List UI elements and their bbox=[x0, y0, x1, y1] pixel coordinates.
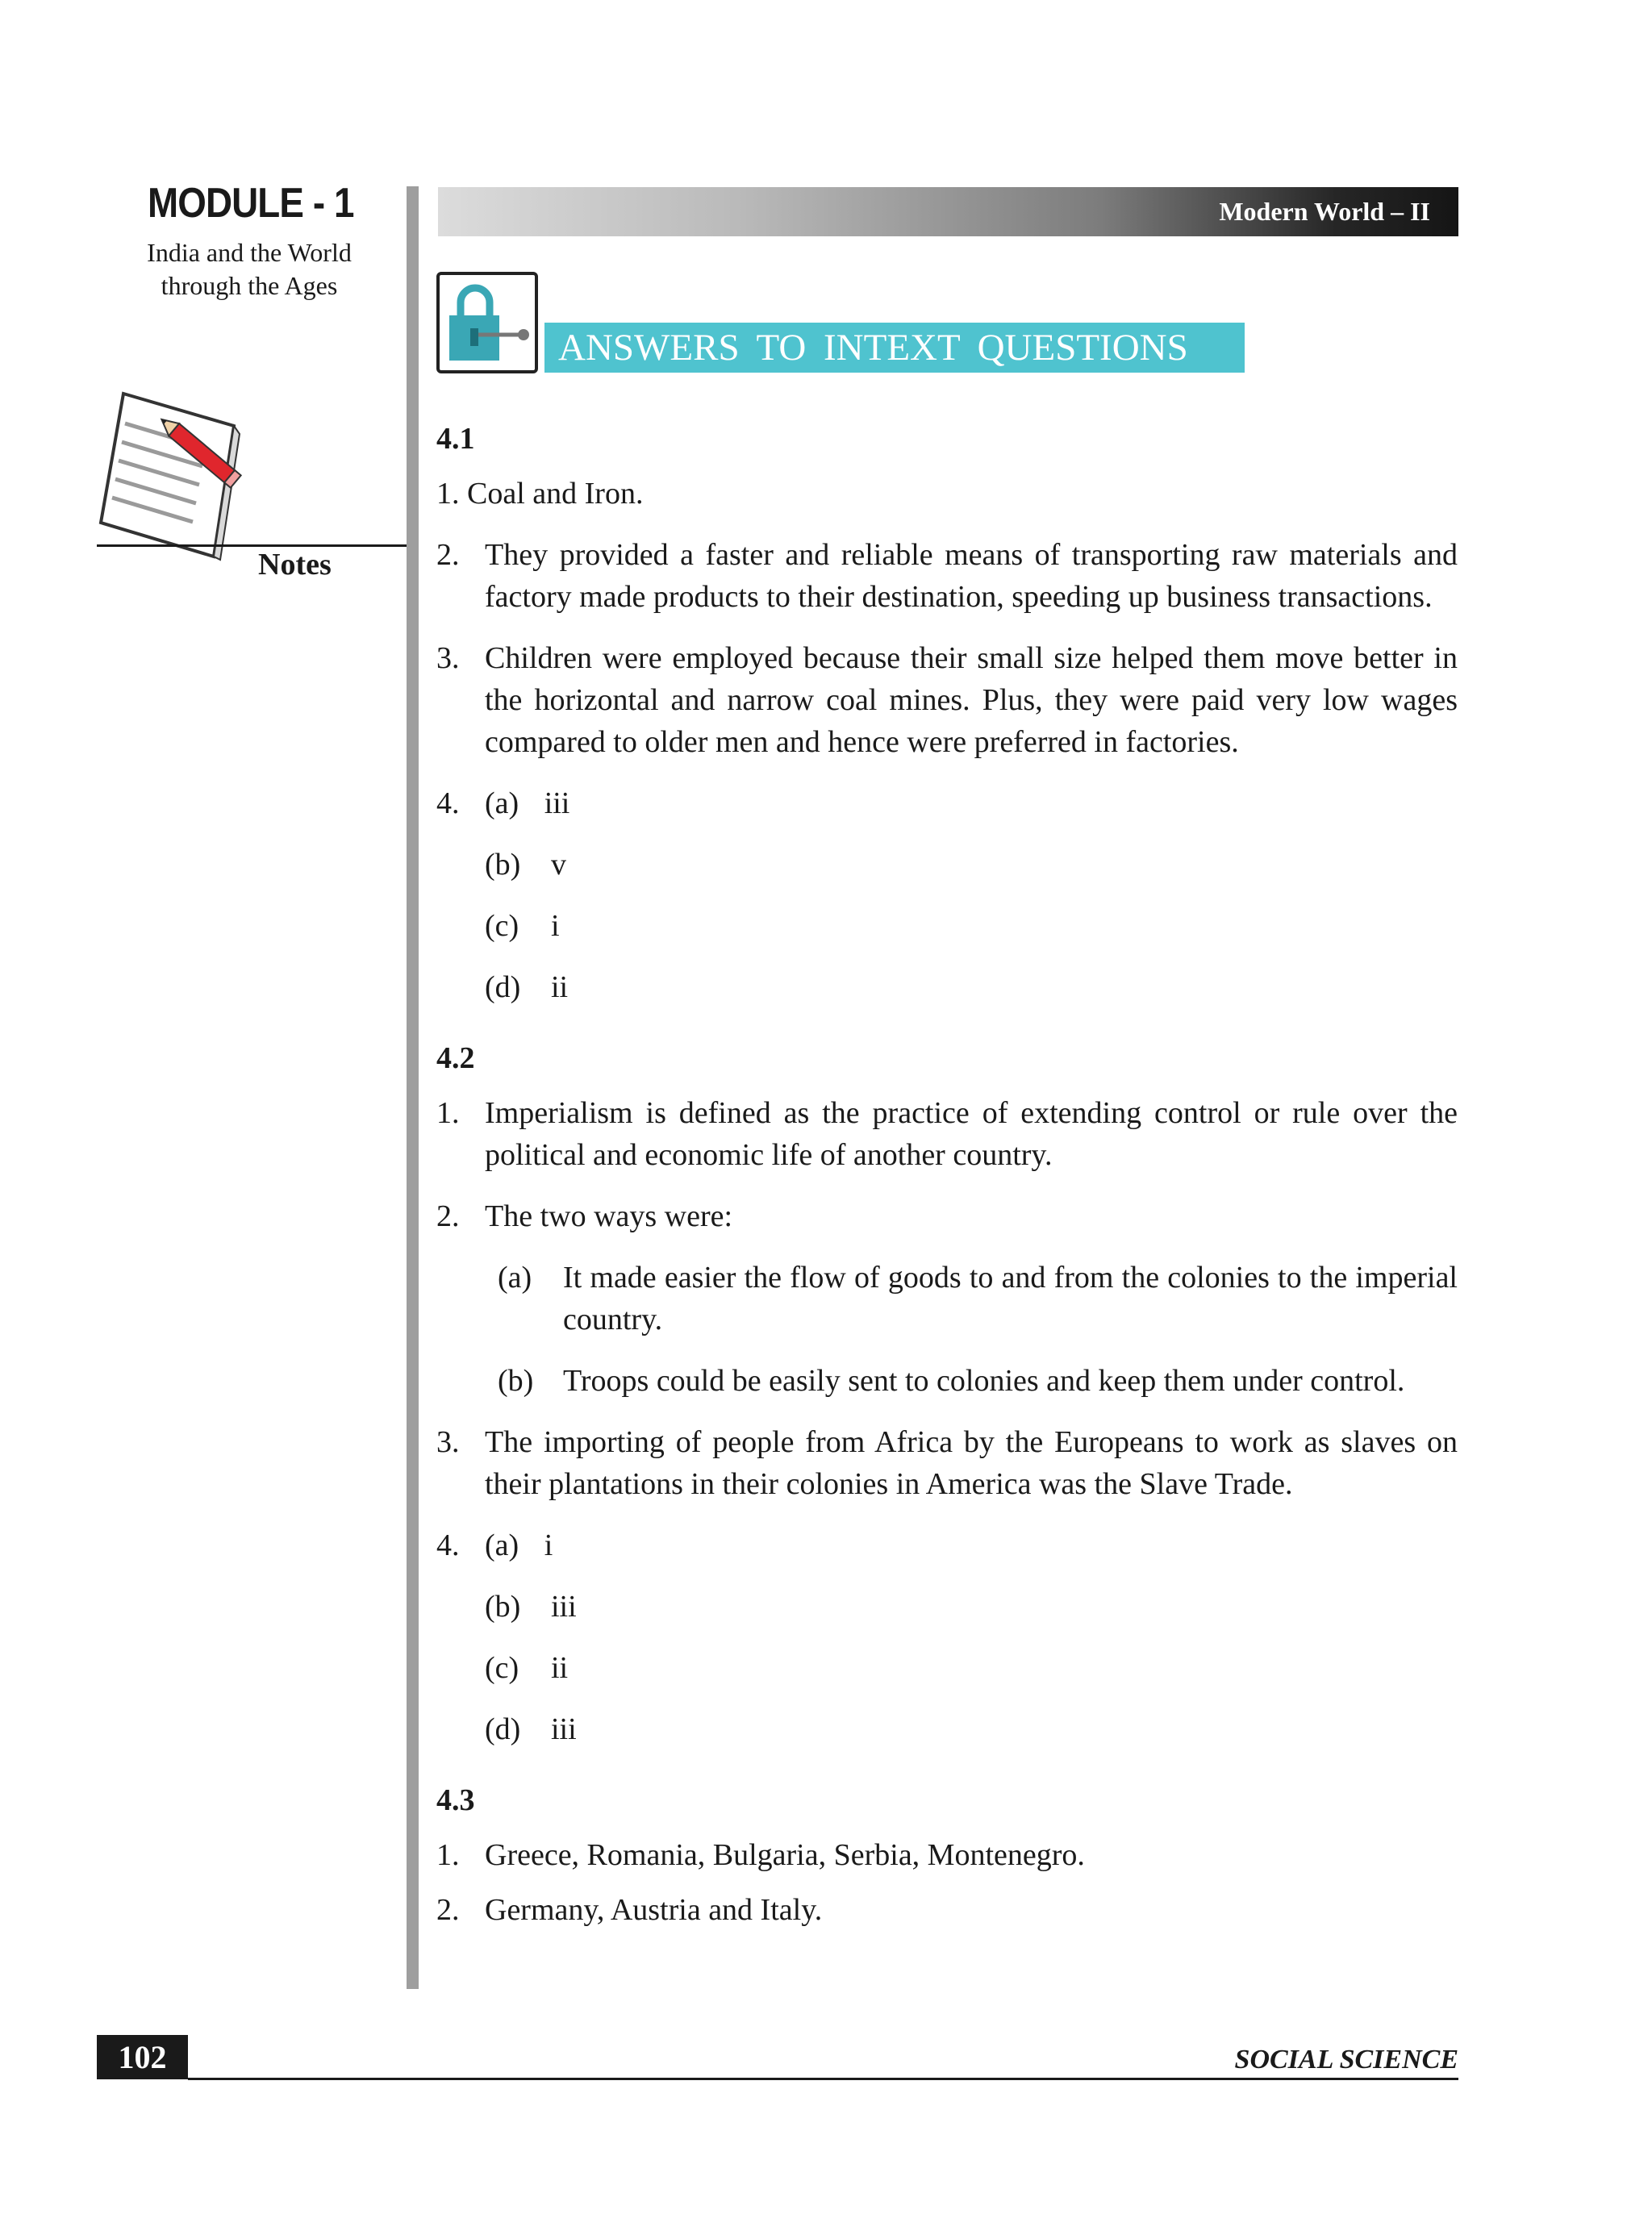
notes-paper-pencil-icon bbox=[93, 387, 254, 565]
answer-text: Greece, Romania, Bulgaria, Serbia, Montenegro. bbox=[485, 1838, 1085, 1872]
section-heading-4-1: 4.1 bbox=[436, 422, 475, 456]
match-option bbox=[436, 1708, 1458, 1750]
option-label: (b) bbox=[498, 1364, 534, 1398]
option-label: (c) bbox=[485, 1651, 519, 1685]
answer-4-3-1 bbox=[436, 1834, 1458, 1876]
notes-underline bbox=[97, 544, 407, 547]
section-banner bbox=[544, 323, 1245, 373]
answer-text: They provided a faster and reliable means of transporting raw materials and factory made products to their destination, speeding up business transactions. bbox=[485, 538, 1458, 614]
page-number: 102 bbox=[97, 2035, 188, 2079]
banner-title: ANSWERS TO INTEXT QUESTIONS bbox=[558, 327, 1188, 369]
option-label: (a) bbox=[498, 1261, 532, 1295]
answer-number: 4. bbox=[436, 786, 460, 820]
match-option bbox=[436, 905, 1458, 947]
match-option bbox=[436, 966, 1458, 1008]
answer-4-1-3 bbox=[436, 637, 1458, 763]
option-label: (d) bbox=[485, 1712, 521, 1746]
answer-4-2-2a bbox=[436, 1257, 1458, 1341]
option-label: (b) bbox=[485, 848, 521, 882]
option-value: i bbox=[551, 909, 560, 943]
notes-label: Notes bbox=[258, 548, 332, 582]
answer-text: Troops could be easily sent to colonies and keep them under control. bbox=[563, 1364, 1405, 1398]
answer-text: It made easier the flow of goods to and from the colonies to the imperial country. bbox=[563, 1261, 1458, 1336]
answer-4-2-2 bbox=[436, 1195, 1458, 1237]
answers-content bbox=[436, 418, 1458, 1931]
module-subtitle bbox=[121, 236, 378, 302]
answer-text: Children were employed because their small size helped them move better in the horizontal and narrow coal mines. Plus, they were paid very low wages compared to older men and hence were preferred in factories. bbox=[485, 641, 1458, 759]
answer-4-1-4 bbox=[436, 782, 1458, 824]
footer-subject: SOCIAL SCIENCE bbox=[1234, 2045, 1458, 2074]
answer-4-2-4 bbox=[436, 1524, 1458, 1566]
answer-number: 3. bbox=[436, 1425, 460, 1459]
chapter-header-bar bbox=[438, 187, 1458, 236]
module-subtitle-line2: through the Ages bbox=[161, 271, 338, 300]
answer-text: The two ways were: bbox=[485, 1199, 733, 1233]
option-label: (a) bbox=[485, 786, 519, 820]
lock-icon-frame bbox=[436, 272, 538, 373]
option-value: iii bbox=[551, 1712, 577, 1746]
answer-4-1-1: 1. Coal and Iron. bbox=[436, 477, 644, 511]
match-option bbox=[436, 1647, 1458, 1689]
section-heading-4-3: 4.3 bbox=[436, 1783, 475, 1817]
option-value: ii bbox=[551, 1651, 569, 1685]
answer-text: The importing of people from Africa by the Europeans to work as slaves on their plantations in their colonies in America was the Slave Trade. bbox=[485, 1425, 1458, 1501]
answer-text: Germany, Austria and Italy. bbox=[485, 1893, 823, 1927]
option-value: i bbox=[544, 1528, 553, 1562]
answer-number: 1. bbox=[436, 1838, 460, 1872]
answer-number: 2. bbox=[436, 1199, 460, 1233]
chapter-title: Modern World – II bbox=[1219, 197, 1430, 226]
match-option bbox=[436, 844, 1458, 886]
match-option bbox=[436, 1586, 1458, 1628]
answer-number: 4. bbox=[436, 1528, 460, 1562]
answer-text: Imperialism is defined as the practice of extending control or rule over the political and economic life of another country. bbox=[485, 1096, 1458, 1172]
answer-4-2-3 bbox=[436, 1421, 1458, 1505]
answer-number: 3. bbox=[436, 641, 460, 675]
option-value: v bbox=[551, 848, 566, 882]
option-label: (a) bbox=[485, 1528, 519, 1562]
module-subtitle-line1: India and the World bbox=[147, 238, 352, 267]
answer-number: 2. bbox=[436, 538, 460, 572]
answer-number: 2. bbox=[436, 1893, 460, 1927]
answer-4-1-2 bbox=[436, 534, 1458, 618]
answer-4-2-2b bbox=[436, 1360, 1458, 1402]
answer-4-3-2 bbox=[436, 1889, 1458, 1931]
option-label: (d) bbox=[485, 970, 521, 1004]
margin-divider bbox=[407, 186, 419, 1989]
option-value: ii bbox=[551, 970, 569, 1004]
option-label: (c) bbox=[485, 909, 519, 943]
section-heading-4-2: 4.2 bbox=[436, 1041, 475, 1075]
option-value: iii bbox=[544, 786, 570, 820]
answer-4-2-1 bbox=[436, 1092, 1458, 1176]
footer-rule bbox=[188, 2078, 1458, 2080]
option-label: (b) bbox=[485, 1590, 521, 1624]
answer-number: 1. bbox=[436, 1096, 460, 1130]
module-title: MODULE - 1 bbox=[148, 180, 354, 227]
option-value: iii bbox=[551, 1590, 577, 1624]
padlock-icon bbox=[440, 275, 535, 370]
